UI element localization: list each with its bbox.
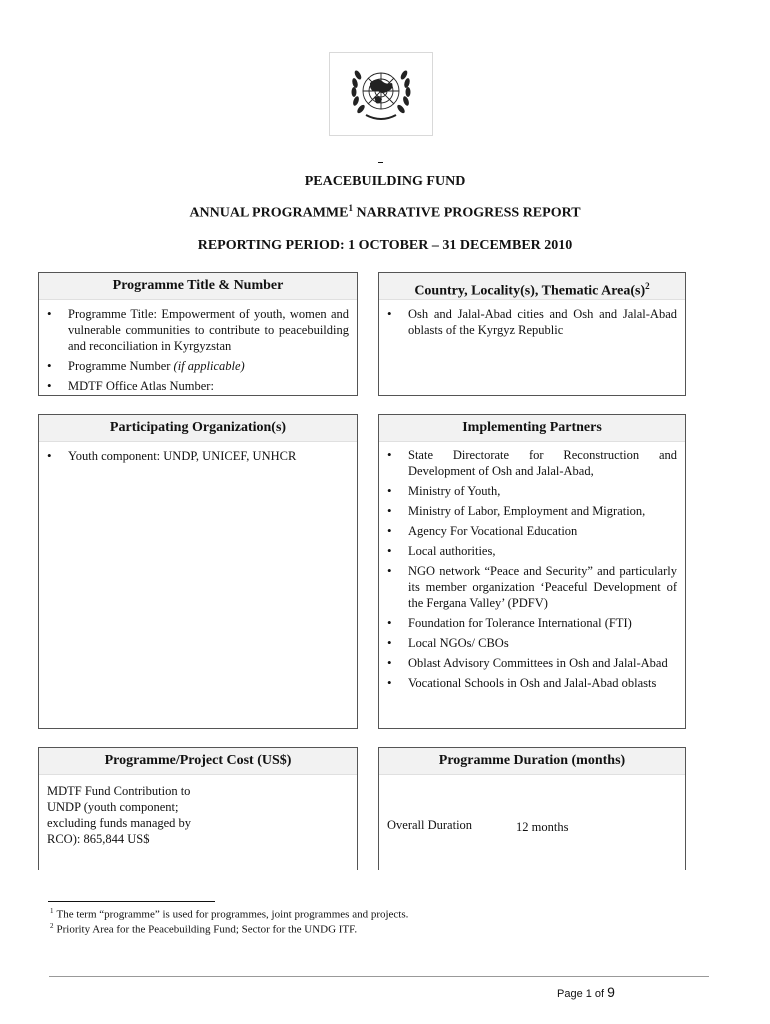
programme-cost-text: MDTF Fund Contribution to UNDP (youth component; excluding funds managed by RCO): 865,844 US$	[47, 784, 192, 846]
programme-title-item: • Programme Title: Empowerment of youth, women and vulnerable communities to contribute to peacebuilding and reconciliation in Kyrgyzstan	[47, 306, 349, 354]
participating-organizations-heading: Participating Organization(s)	[39, 415, 357, 442]
participating-org-item: • Youth component: UNDP, UNICEF, UNHCR	[47, 448, 349, 464]
participating-organizations-box	[38, 414, 358, 729]
country-locality-heading: Country, Locality(s), Thematic $Area(s)^2$	[379, 273, 685, 300]
un-emblem-logo	[329, 52, 433, 136]
programme-cost-box	[38, 747, 358, 870]
partner-item: • Foundation for Tolerance International (FTI)	[387, 615, 677, 631]
country-locality-box	[378, 272, 686, 396]
partner-item: • Ministry of Youth,	[387, 483, 677, 499]
partner-item: • Local authorities,	[387, 543, 677, 559]
programme-duration-heading: Programme Duration (months)	[379, 748, 685, 775]
locality-item: • Osh and Jalal-Abad cities and Osh and Jalal-Abad oblasts of the Kyrgyz Republic	[387, 306, 677, 338]
implementing-partners-box	[378, 414, 686, 729]
partner-item: • State Directorate for Reconstruction and Development of Osh and Jalal-Abad,	[387, 447, 677, 479]
atlas-number-item: • MDTF Office Atlas Number:	[47, 378, 349, 394]
programme-title-heading: Programme Title & Number	[39, 273, 357, 300]
page-number: Page 1 of 9	[557, 984, 615, 1000]
partner-item: • Local NGOs/ CBOs	[387, 635, 677, 651]
implementing-partners-heading: Implementing Partners	[379, 415, 685, 442]
title-dash	[378, 162, 383, 163]
overall-duration-value: 12 months	[516, 820, 569, 834]
footnote-1: $^1$ The term “programme” is used for programmes, joint programmes and projects.	[50, 907, 409, 921]
partner-item: • Ministry of Labor, Employment and Migration,	[387, 503, 677, 519]
overall-duration-label: Overall Duration	[387, 818, 473, 832]
footnote-2: $^2$ Priority Area for the Peacebuilding Fund; Sector for the UNDG ITF.	[50, 922, 358, 936]
report-subtitle: ANNUAL PROGRAMME$^1$ NARRATIVE PROGRESS REPORT	[189, 203, 581, 221]
partner-item: • NGO network “Peace and Security” and particularly its member organization ‘Peaceful Development of the Fergana Valley’ (PDFV)	[387, 563, 677, 611]
partner-item: • Agency For Vocational Education	[387, 523, 677, 539]
programme-number-item: • Programme Number (if applicable)	[47, 358, 349, 374]
reporting-period: REPORTING PERIOD: 1 OCTOBER – 31 DECEMBER 2010	[197, 238, 573, 253]
footnote-rule	[48, 901, 215, 902]
partner-item: • Oblast Advisory Committees in Osh and Jalal-Abad	[387, 655, 677, 671]
partner-item: • Vocational Schools in Osh and Jalal-Abad oblasts	[387, 675, 677, 691]
report-title: PEACEBUILDING FUND	[304, 174, 466, 189]
un-emblem-icon	[330, 53, 432, 135]
footer-rule	[49, 976, 709, 977]
programme-cost-heading: Programme/Project Cost (US$)	[39, 748, 357, 775]
programme-title-box	[38, 272, 358, 396]
programme-duration-box	[378, 747, 686, 870]
